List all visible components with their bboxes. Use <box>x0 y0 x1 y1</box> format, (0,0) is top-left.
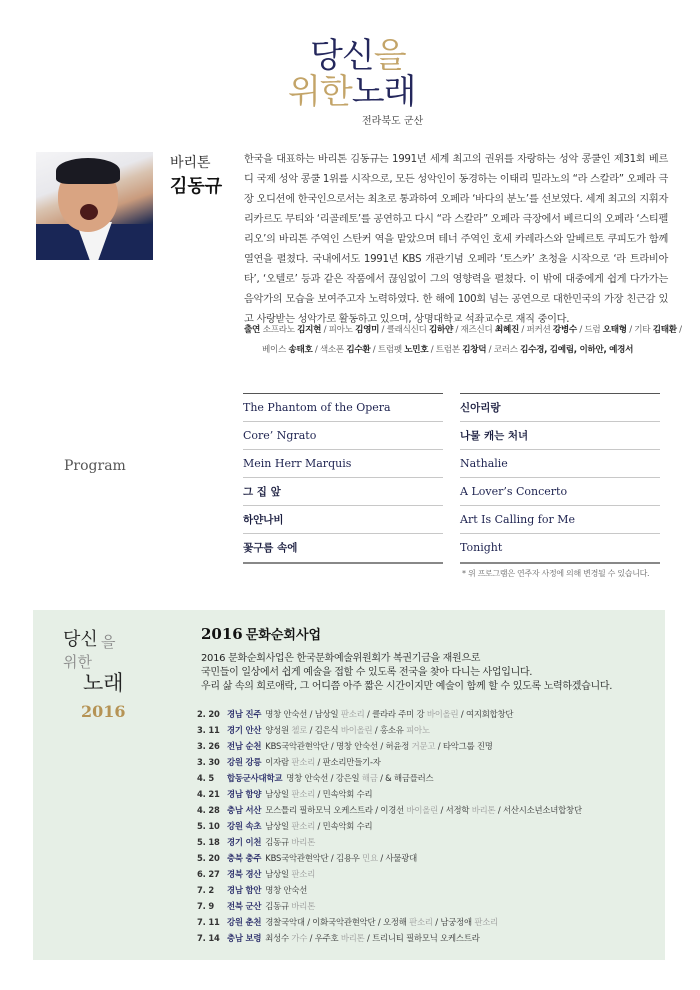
schedule-region: 전남 순천 <box>227 741 262 751</box>
credit-name: 노민호 <box>404 345 429 355</box>
performer: 민속악회 수리 <box>322 821 373 831</box>
program-item: 하얀나비 <box>243 506 443 534</box>
performer: 남상일 <box>265 789 289 799</box>
instrument: 판소리 <box>409 917 433 927</box>
performer: 모스틀리 필하모닉 오케스트라 <box>265 805 373 815</box>
performer: 양성원 <box>265 725 289 735</box>
schedule-date: 5. 10 <box>197 821 220 831</box>
schedule-row: 4. 21 경남 함양 남상일 판소리 / 민속악회 수리 <box>197 786 657 802</box>
credits-line-2: 베이스 송태호 / 색소폰 김수환 / 트럼펫 노민호 / 트럼본 김창덕 / 코러스 김수경, 김예림, 이하안, 예경서 <box>262 345 634 355</box>
performer: 이화국악관현악단 <box>312 917 376 927</box>
schedule-list <box>197 706 657 946</box>
performer: KBS국악관현악단 <box>265 853 329 863</box>
performer: 홍소유 <box>380 725 404 735</box>
credit-name: 강병수 <box>552 325 577 335</box>
schedule-row <box>197 834 657 850</box>
performer: 김동규 <box>265 837 289 847</box>
performer: 남궁정애 <box>440 917 472 927</box>
event-logo <box>288 30 448 130</box>
schedule-row <box>197 898 657 914</box>
schedule-region: 경남 함양 <box>227 789 262 799</box>
instrument: 첼로 <box>291 725 308 735</box>
logo-subtitle: 전라북도 군산 <box>362 116 424 127</box>
schedule-region: 경북 경산 <box>227 869 262 879</box>
performer: 강은일 <box>335 773 360 783</box>
schedule-date: 4. 5 <box>197 773 214 783</box>
schedule-row: 3. 11 경기 안산 양성원 첼로 / 김은식 바이올린 / 홍소유 피아노 <box>197 722 657 738</box>
program-item: Mein Herr Marquis <box>243 450 443 478</box>
schedule-row: 4. 28 충남 서산 모스틀리 필하모닉 오케스트라 / 이경선 바이올린 / 서정학 바리톤 / 서산시소년소녀합창단 <box>197 802 657 818</box>
performer: 김은식 <box>314 725 339 735</box>
credit-name: 최혜진 <box>494 325 519 335</box>
performer: 오정해 <box>382 917 407 927</box>
schedule-date: 2. 20 <box>197 709 220 719</box>
project-title: 2016 문화순회사업 <box>201 625 322 643</box>
performer: 남상일 <box>314 709 339 719</box>
schedule-row: 3. 30 강원 강릉 이자람 판소리 / 판소리만들기-자 <box>197 754 657 770</box>
instrument: 바이올린 <box>406 805 439 815</box>
credit-name: 송태호 <box>288 345 313 355</box>
schedule-date: 4. 21 <box>197 789 220 799</box>
performer: 트리니티 필하모닉 오케스트라 <box>372 933 480 943</box>
schedule-region: 충북 충주 <box>227 853 262 863</box>
instrument: 판소리 <box>291 789 316 799</box>
performer: 서정학 <box>445 805 470 815</box>
program-item: Nathalie <box>460 450 660 478</box>
schedule-region: 경기 이천 <box>227 837 262 847</box>
performer: 사물광대 <box>385 853 418 863</box>
performer: 명창 안숙선 <box>335 741 378 751</box>
schedule-region: 충남 보령 <box>227 933 262 943</box>
program-heading: Program <box>64 458 126 474</box>
program-item: Art Is Calling for Me <box>460 506 660 534</box>
performer: 명창 안숙선 <box>265 709 308 719</box>
performer: 클라라 주미 강 <box>372 709 425 719</box>
logo-line-2: 위한노래 <box>288 72 416 112</box>
schedule-date: 7. 11 <box>197 917 220 927</box>
performer: 허윤정 <box>385 741 410 751</box>
instrument: 민요 <box>362 853 378 863</box>
program-item: A Lover’s Concerto <box>460 478 660 506</box>
schedule-region: 경남 진주 <box>227 709 262 719</box>
performer: 판소리만들기-자 <box>322 757 381 767</box>
schedule-row <box>197 882 657 898</box>
schedule-row: 3. 26 전남 순천 KBS국악관현악단 / 명창 안숙선 / 허윤정 거문고 / 타악그룹 진명 <box>197 738 657 754</box>
performer-photo <box>36 152 153 260</box>
instrument: 가수 <box>291 933 308 943</box>
schedule-date: 4. 28 <box>197 805 220 815</box>
schedule-row: 5. 20 충북 충주 KBS국악관현악단 / 김용우 민요 / 사물광대 <box>197 850 657 866</box>
instrument: 판소리 <box>340 709 365 719</box>
instrument: 판소리 <box>291 869 316 879</box>
instrument: 바이올린 <box>426 709 459 719</box>
credit-name: 김태환 <box>652 325 677 335</box>
schedule-region: 전북 군산 <box>227 901 262 911</box>
schedule-row: 7. 14 충남 보령 최성수 가수 / 우주호 바리톤 / 트리니티 필하모닉 오케스트라 <box>197 930 657 946</box>
credit-name: 김하얀 <box>429 325 454 335</box>
performer: 이경선 <box>380 805 404 815</box>
schedule-date: 5. 20 <box>197 853 220 863</box>
program-item: 신아리랑 <box>460 394 660 422</box>
credit-name: 오태형 <box>602 325 627 335</box>
instrument: 판소리 <box>291 821 316 831</box>
instrument: 거문고 <box>411 741 436 751</box>
project-panel <box>33 610 665 960</box>
instrument: 판소리 <box>474 917 499 927</box>
project-description: 2016 문화순회사업은 한국문화예술위원회가 복권기금을 재원으로 국민들이 일상에서 쉽게 예술을 접할 수 있도록 전국을 찾아 다니는 사업입니다. 우리 삶 속의 희로애락, 그 어디쯤 아주 짧은 시간이지만 예술이 함께 할 수 있도록 노력하겠습니다. <box>201 653 613 692</box>
program-item: 나물 캐는 처녀 <box>460 422 660 450</box>
performer: 타악그룹 진명 <box>442 741 493 751</box>
instrument: 바리톤 <box>291 901 316 911</box>
performer: KBS국악관현악단 <box>265 741 329 751</box>
schedule-date: 3. 26 <box>197 741 220 751</box>
schedule-region: 경남 함안 <box>227 885 262 895</box>
instrument: 바리톤 <box>340 933 365 943</box>
performer: 여지회합창단 <box>465 709 514 719</box>
performer: 이자람 <box>265 757 289 767</box>
instrument: 판소리 <box>291 757 316 767</box>
performer: 남상일 <box>265 869 289 879</box>
performer-bio: 한국을 대표하는 바리톤 김동규는 1991년 세계 최고의 권위를 자랑하는 성악 콩쿨인 제31회 베르디 국제 성악 콩쿨 1위를 시작으로, 모든 성악인이 동경하는 이태리 밀라노의 “라 스칼라” 오페라 극장 오디션에 한국인으로서는 최초로 통과하여 오페라 ‘바다의 분노’를 선보였다. 세계 최고의 지휘자 리카르도 무티와 ‘리골레토’를 공연하고 다시 “라 스칼라” 오페라 극장에서 베르디의 오페라 ‘스티펠리오’의 바리톤 주역인 스탄커 역을 맡았으며 테너 주역인 호세 카레라스와 알베르토 쿠피도가 함께 열연을 펼쳤다. 국내에서도 1991년 KBS 개관기념 오페라 ‘토스카’ 초청을 시작으로 ‘라 트라비아타’, ‘오텔로’ 등과 같은 작품에서 끊임없이 그의 영향력을 펼쳤다. 이 밖에 대중에게 쉽게 다가가는 음악가의 모습을 보여주고자 노력하였다. 한 해에 100회 넘는 공연으로 대한민국의 가장 친근감 있고 사랑받는 성악가로 활동하고 있으며, 상명대학교 석좌교수로 재직 중이다. <box>244 154 668 325</box>
project-logo: 당신 을 위한 노래 2016 <box>63 629 126 721</box>
performer: 경찰국악대 <box>265 917 305 927</box>
schedule-date: 3. 11 <box>197 725 220 735</box>
performer: 김동규 <box>265 901 289 911</box>
credit-name: 김지현 <box>297 325 322 335</box>
instrument: 바리톤 <box>471 805 496 815</box>
credits <box>244 320 682 360</box>
performer: 최성수 <box>265 933 289 943</box>
instrument: 바리톤 <box>291 837 316 847</box>
schedule-date: 7. 14 <box>197 933 220 943</box>
schedule-row <box>197 866 657 882</box>
program-item: 꽃구름 속에 <box>243 542 298 554</box>
performer: 남상일 <box>265 821 289 831</box>
schedule-region: 강원 속초 <box>227 821 262 831</box>
performer: 명창 안숙선 <box>265 885 308 895</box>
instrument: 바이올린 <box>340 725 373 735</box>
schedule-region: 경기 안산 <box>227 725 262 735</box>
program-item: Core’ Ngrato <box>243 422 443 450</box>
project-logo-year: 2016 <box>81 702 126 721</box>
schedule-date: 3. 30 <box>197 757 220 767</box>
schedule-date: 7. 2 <box>197 885 214 895</box>
schedule-region: 강원 춘천 <box>227 917 262 927</box>
schedule-row: 5. 10 강원 속초 남상일 판소리 / 민속악회 수리 <box>197 818 657 834</box>
program-note: * 위 프로그램은 연주자 사정에 의해 변경될 수 있습니다. <box>462 569 650 578</box>
schedule-row: 4. 5 합동군사대학교 명창 안숙선 / 강은일 해금 / & 해금플러스 <box>197 770 657 786</box>
program-item: 그 집 앞 <box>243 478 443 506</box>
credits-label: 출연 <box>244 325 263 335</box>
performer: 민속악회 수리 <box>322 789 373 799</box>
schedule-region: 합동군사대학교 <box>227 773 283 783</box>
performer-name: 김동규 <box>170 176 223 197</box>
logo-line-1: 당신을 <box>310 36 406 76</box>
credit-name: 김수경, 김예림, 이하안, 예경서 <box>520 345 634 355</box>
program-list-right <box>460 393 660 564</box>
credit-name: 김영미 <box>355 325 380 335</box>
performer: 서산시소년소녀합창단 <box>502 805 582 815</box>
schedule-date: 7. 9 <box>197 901 214 911</box>
performer: 명창 안숙선 <box>286 773 329 783</box>
schedule-row: 7. 11 강원 춘천 경찰국악대 / 이화국악관현악단 / 오정해 판소리 / 남궁정애 판소리 <box>197 914 657 930</box>
performer: & 해금플러스 <box>385 773 434 783</box>
schedule-region: 강원 강릉 <box>227 757 262 767</box>
instrument: 해금 <box>361 773 378 783</box>
performer: 우주호 <box>314 933 339 943</box>
program-list-left <box>243 393 443 564</box>
program-item: The Phantom of the Opera <box>243 394 443 422</box>
schedule-date: 6. 27 <box>197 869 220 879</box>
instrument: 피아노 <box>406 725 430 735</box>
schedule-row: 2. 20 경남 진주 명창 안숙선 / 남상일 판소리 / 클라라 주미 강 바이올린 / 여지회합창단 <box>197 706 657 722</box>
performer-role: 바리톤 <box>170 155 211 171</box>
performer: 김용우 <box>335 853 360 863</box>
program-item: Tonight <box>460 541 503 554</box>
credits-line-1: 출연 소프라노 김지현 / 피아노 김영미 / 클래식신디 김하얀 / 재즈신디 최혜진 / 퍼커션 강병수 / 드럼 오태형 / 기타 김태환 / <box>244 325 682 335</box>
schedule-date: 5. 18 <box>197 837 220 847</box>
credit-name: 김수환 <box>346 345 371 355</box>
schedule-region: 충남 서산 <box>227 805 262 815</box>
credit-name: 김창덕 <box>462 345 487 355</box>
